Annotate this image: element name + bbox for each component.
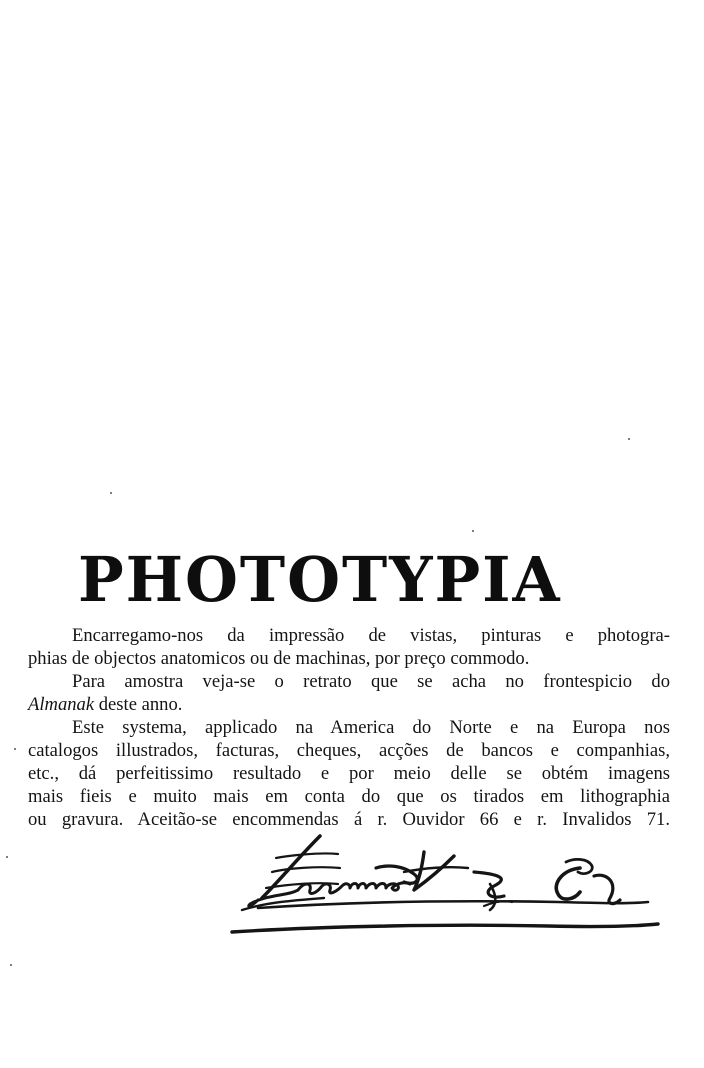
text-line: phias de objectos anatomicos ou de machinas, por preço commodo. [28, 648, 530, 669]
text-line: Para amostra veja-se o retrato que se acha no frontespicio do [72, 671, 670, 692]
paragraph-1 [28, 624, 670, 670]
text-line: Este systema, applicado na America do Norte e na Europa nos [72, 717, 670, 738]
text-line: ou gravura. Aceitão-se encommendas á r. Ouvidor 66 e r. Invalidos 71. [28, 809, 670, 830]
text-line: mais fieis e muito mais em conta do que os tirados em lithographia [28, 786, 670, 807]
advertisement-body [28, 624, 670, 831]
text-line: Encarregamo-nos da impressão de vistas, pinturas e photogra- [72, 625, 670, 646]
text-line: catalogos illustrados, facturas, cheques, acções de bancos e companhias, [28, 740, 670, 761]
paragraph-2 [28, 670, 670, 716]
text-tail: deste anno. [94, 694, 183, 715]
paper-speck [110, 492, 112, 494]
paper-speck [472, 530, 474, 532]
signature-icon [228, 828, 674, 938]
text-line: etc., dá perfeitissimo resultado e por meio delle se obtém imagens [28, 763, 670, 784]
headline: PHOTOTYPIA [78, 543, 562, 616]
paragraph-3 [28, 716, 670, 831]
paper-speck [6, 856, 8, 858]
paper-speck [14, 748, 16, 750]
italic-word: Almanak [28, 694, 95, 715]
text-line [28, 693, 670, 716]
paper-speck [10, 964, 12, 966]
paper-speck [628, 438, 630, 440]
